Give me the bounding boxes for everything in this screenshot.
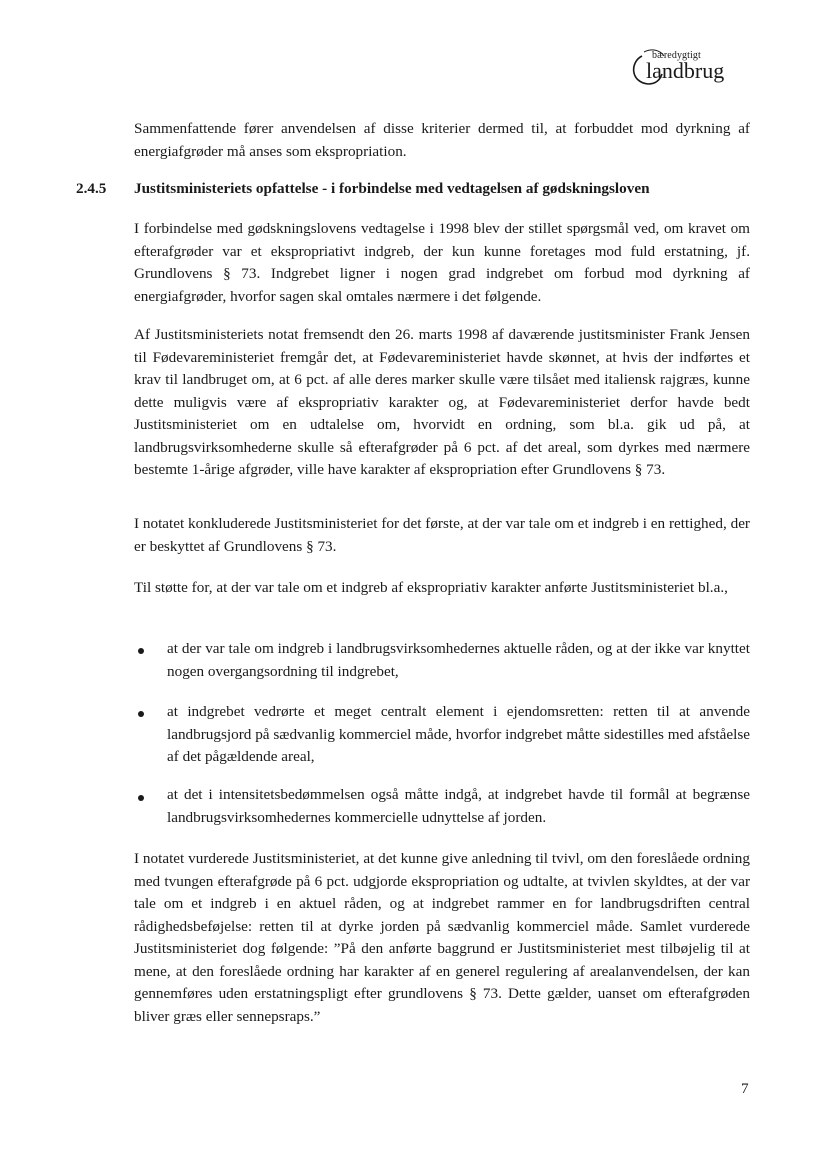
- paragraph-notat: Af Justitsministeriets notat fremsendt den 26. marts 1998 af daværende justitsminister Frank Jensen til Fødevareministeriet fremgår det, at Fødevareministeriet havde skønnet, at hvis der indførtes et krav til landbruget om, at 6 pct. af alle deres marker skulle være tilsået med italiensk rajgræs, kunne dette muligvis være af ekspropriativ karakter og, at Fødevareministeriet derfor havde bedt Justitsministeriet om en udtalelse om, hvorvidt en ordning, som bl.a. gik ud på, at landbrugsvirksomhederne skulle så efterafgrøder på 6 pct. af det areal, som dyrkes med nærmere bestemte 1-årige afgrøder, ville have karakter af ekspropriation efter Grundlovens § 73.: [134, 326, 750, 478]
- paragraph-vurdering: I notatet vurderede Justitsministeriet, at det kunne give anledning til tvivl, om den foreslåede ordning med tvungen efterafgrøde på 6 pct. udgjorde ekspropriation og udtalte, at tvivlen skyldtes, at der var tale om et indgreb i en aktuel råden, og at indgrebet rammer en for landbrugsdriften central rådighedsbeføjelse: retten til at dyrke jorden på sædvanlig kommerciel måde. Samlet vurderede Justitsministeriet dog følgende: ”På den anførte baggrund er Justitsministeriet mest tilbøjelig til at mene, at den foreslåede ordning har karakter af en generel regulering af arealanvendelsen, der kan gennemføres uden erstatningspligt efter grundlovens § 73. Dette gælder, uanset om efterafgrøden bliver græs eller sennepsraps.”: [134, 850, 750, 1025]
- section-number: 2.4.5: [76, 180, 107, 197]
- paragraph-stotte: Til støtte for, at der var tale om et indgreb af ekspropriativ karakter anførte Justitsministeriet bl.a.,: [134, 579, 728, 596]
- page-number: 7: [741, 1080, 749, 1097]
- paragraph-godskningslov: I forbindelse med gødskningslovens vedtagelse i 1998 blev der stillet spørgsmål ved, om kravet om efterafgrøder var et ekspropriativt indgreb, der kun kunne foretages mod fuld erstatning, jf. Grundlovens § 73. Indgrebet ligner i nogen grad indgrebet om forbud mod dyrkning af energiafgrøder, hvorfor sagen skal omtales nærmere i det følgende.: [134, 220, 750, 305]
- section-title: Justitsministeriets opfattelse - i forbindelse med vedtagelsen af gødskningsloven: [134, 180, 650, 197]
- paragraph-konklusion: I notatet konkluderede Justitsministeriet for det første, at der var tale om et indgreb i en rettighed, der er beskyttet af Grundlovens § 73.: [134, 515, 750, 555]
- logo-name: landbrug: [646, 58, 725, 83]
- paragraph-summary: Sammenfattende fører anvendelsen af disse kriterier dermed til, at forbuddet mod dyrkning af energiafgrøder må anses som ekspropriation.: [134, 120, 750, 160]
- logo: [626, 46, 746, 92]
- bullet-item: at indgrebet vedrørte et meget centralt element i ejendomsretten: retten til at anvende landbrugsjord på sædvanlig kommerciel måde, hvorfor indgrebet måtte sidestilles med afståelse af det pågældende areal,: [167, 703, 750, 765]
- bullet-item: at det i intensitetsbedømmelsen også måtte indgå, at indgrebet havde til formål at begrænse landbrugsvirksomhedernes kommercielle udnyttelse af jorden.: [167, 786, 750, 826]
- bullet-icon: [138, 711, 144, 717]
- logo-tagline: bæredygtigt: [652, 50, 701, 61]
- bullet-icon: [138, 795, 144, 801]
- bullet-icon: [138, 648, 144, 654]
- bullet-item: at der var tale om indgreb i landbrugsvirksomhedernes aktuelle råden, og at der ikke var knyttet nogen overgangsordning til indgrebet,: [167, 640, 750, 680]
